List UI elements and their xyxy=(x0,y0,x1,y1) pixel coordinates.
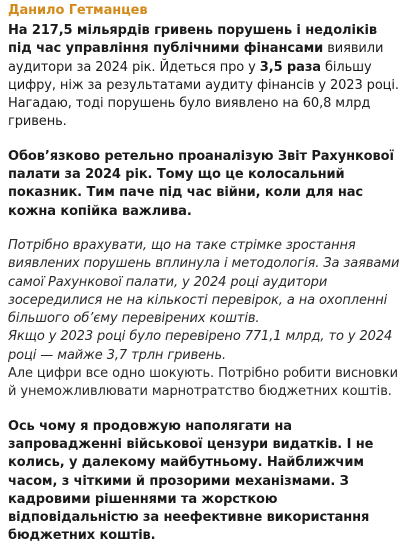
author-name[interactable]: Данило Гетманцев xyxy=(8,3,148,18)
paragraph-1 xyxy=(8,22,405,132)
paragraph-3-italic-2: Якщо у 2023 році було перевірено 771,1 млрд, то у 2024 році — майже 3,7 трлн гривень. xyxy=(8,329,393,363)
paragraph-1-text-a: виявили аудитори за 2024 рік. Йдеться про у xyxy=(8,41,384,75)
paragraph-1-highlight: 3,5 раза xyxy=(259,59,321,75)
paragraph-1-lead: На 217,5 мільярдів гривень порушень і недоліків під час управління публічними фінансами xyxy=(8,23,378,57)
paragraph-1-text-b: більшу цифру, ніж за результатами аудиту фінансів у 2023 році. Нагадаю, тоді порушень було виявлено на 60,8 млрд гривень. xyxy=(8,59,399,130)
paragraph-3 xyxy=(8,237,405,402)
spacer xyxy=(8,132,405,148)
paragraph-3-italic-1: Потрібно врахувати, що на таке стрімке зростання виявлених порушень вплинула і методологія. За заявами самої Рахункової палати, у 2024 році аудитори зосередилися не на кількості перевірок, а на охопленні більшого об’єму перевірених коштів. xyxy=(8,237,400,327)
paragraph-4 xyxy=(8,418,405,546)
spacer xyxy=(8,402,405,418)
paragraph-2-text: Обов’язково ретельно проаналізую Звіт Рахункової палати за 2024 рік. Тому що це колосальний показник. Тим паче під час війни, коли для нас кожна копійка важлива. xyxy=(8,148,394,219)
paragraph-4-text: Ось чому я продовжую наполягати на запровадженні військової цензури видатків. І не колись, у далекому майбутньому. Найближчим часом, з чіткими й прозорими механізмами. З кадровими рішеннями та жорсткою відповідальністю за неефективне використання бюджетних коштів. xyxy=(8,418,374,544)
paragraph-3-plain: Але цифри все одно шокують. Потрібно робити висновки й унеможливлювати марнотратство бюджетних коштів. xyxy=(8,366,398,400)
spacer xyxy=(8,221,405,237)
paragraph-2 xyxy=(8,148,405,221)
